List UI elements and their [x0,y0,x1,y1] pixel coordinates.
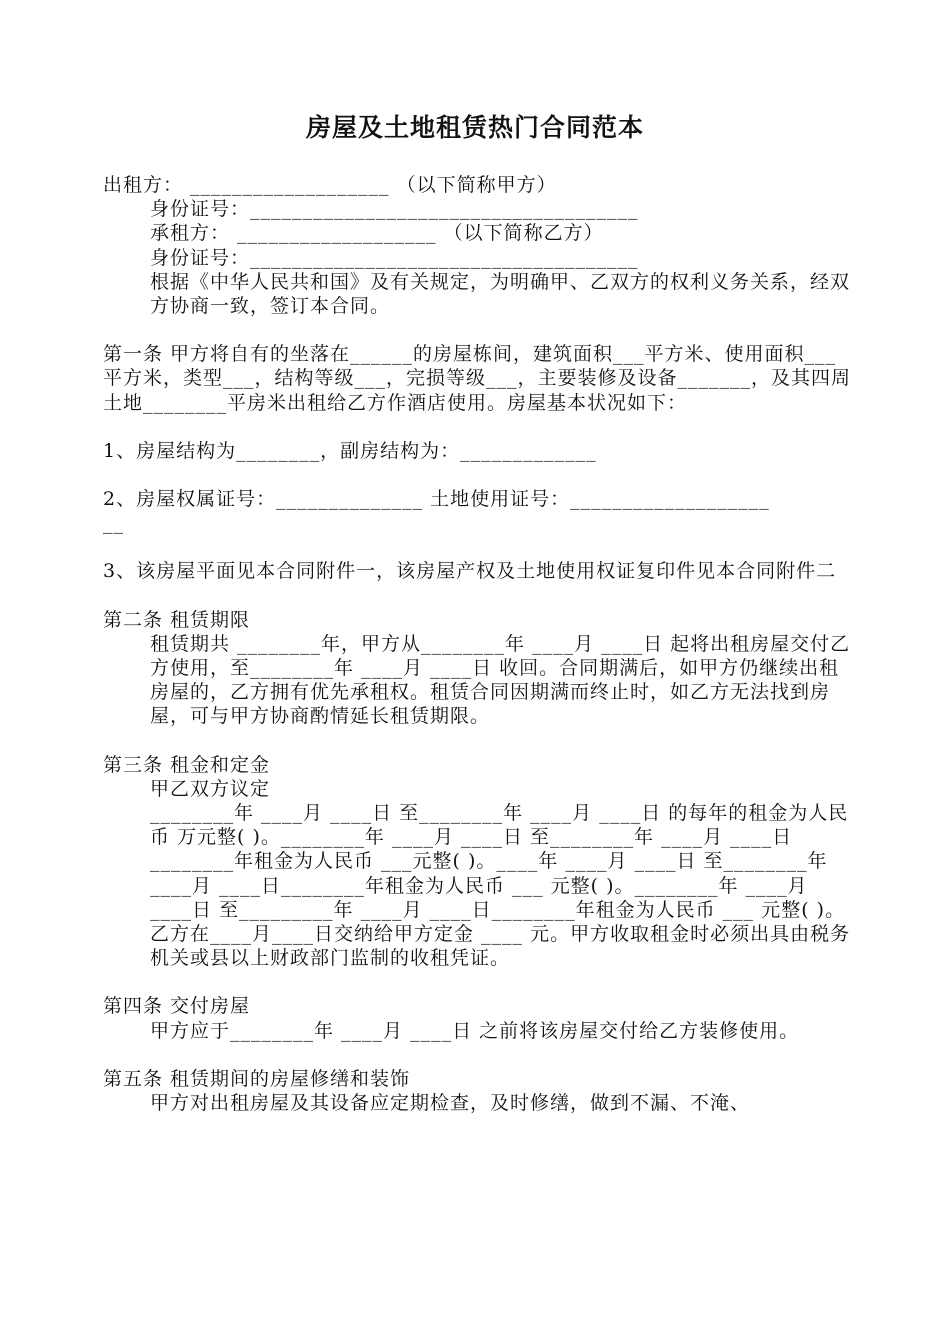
spacer [103,318,853,342]
article-2-paragraph: 租赁期共 ________年，甲方从________年 ____月 ____日 起将出租房屋交付乙方使用，至________年 ____月 ____日 收回。合同期满后，如甲方仍继续出租房屋的，乙方拥有优先承租权。租赁合同因期满而终止时，如乙方无法找到房屋，可与甲方协商酌情延长租赁期限。 [150,632,851,728]
spacer [103,415,853,439]
article-1-item-2: 2、房屋权属证号：______________ 土地使用证号：___________________ [103,488,770,511]
article-1-item-3: 3、该房屋平面见本合同附件一，该房屋产权及土地使用权证复印件见本合同附件二 [103,560,837,583]
spacer [103,1043,853,1067]
article-3-intro: 甲乙双方议定 [150,777,271,800]
article-3-heading: 第三条 租金和定金 [103,753,271,776]
lessee-id-line: 身份证号：_____________________________________ [150,246,639,269]
article-3-paragraph: ________年 ____月 ____日 至________年 ____月 ____日 的每年的租金为人民币 万元整( )。________年 ____月 ____日 至________年 ____月 ____日________年租金为人民币 ___元整( )。____年 ____月 ____日 至________年 ____月 ____日________年租金为人民币 ___ 元整( )。________年 ____月 ____日 至_________年 ____月 ____日________年租金为人民币 ___ 元整( )。乙方在____月____日交纳给甲方定金 ____ 元。甲方收取租金时必须出具由税务机关或县以上财政部门监制的收租凭证。 [150,802,851,970]
article-1-item-2-continuation: __ [103,512,124,535]
spacer [103,970,853,994]
spacer [103,729,853,753]
lessor-id-line: 身份证号：_____________________________________ [150,198,639,221]
article-2-heading: 第二条 租赁期限 [103,608,251,631]
contract-body [103,173,853,1115]
document-title: 房屋及土地租赁热门合同范本 [305,113,644,142]
spacer [103,535,853,559]
spacer [103,463,853,487]
article-5-paragraph: 甲方对出租房屋及其设备应定期检查，及时修缮，做到不漏、不淹、 [150,1092,751,1115]
article-1-item-1: 1、房屋结构为________，副房结构为：_____________ [103,439,597,462]
lessee-line: 承租方： ___________________ （以下简称乙方） [150,222,604,245]
article-1-paragraph: 第一条 甲方将自有的坐落在______的房屋栋间，建筑面积___平方米、使用面积___平方米，类型___，结构等级___，完损等级___，主要装修及设备_______，及其四周土地________平房米出租给乙方作酒店使用。房屋基本状况如下： [103,343,852,414]
article-5-heading: 第五条 租赁期间的房屋修缮和装饰 [103,1067,411,1090]
article-4-heading: 第四条 交付房屋 [103,995,251,1018]
article-4-paragraph: 甲方应于________年 ____月 ____日 之前将该房屋交付给乙方装修使用。 [150,1019,800,1042]
spacer [103,584,853,608]
preamble-paragraph: 根据《中华人民共和国》及有关规定，为明确甲、乙双方的权利义务关系，经双方协商一致，签订本合同。 [150,270,851,318]
lessor-line: 出租方： ___________________ （以下简称甲方） [103,174,557,196]
